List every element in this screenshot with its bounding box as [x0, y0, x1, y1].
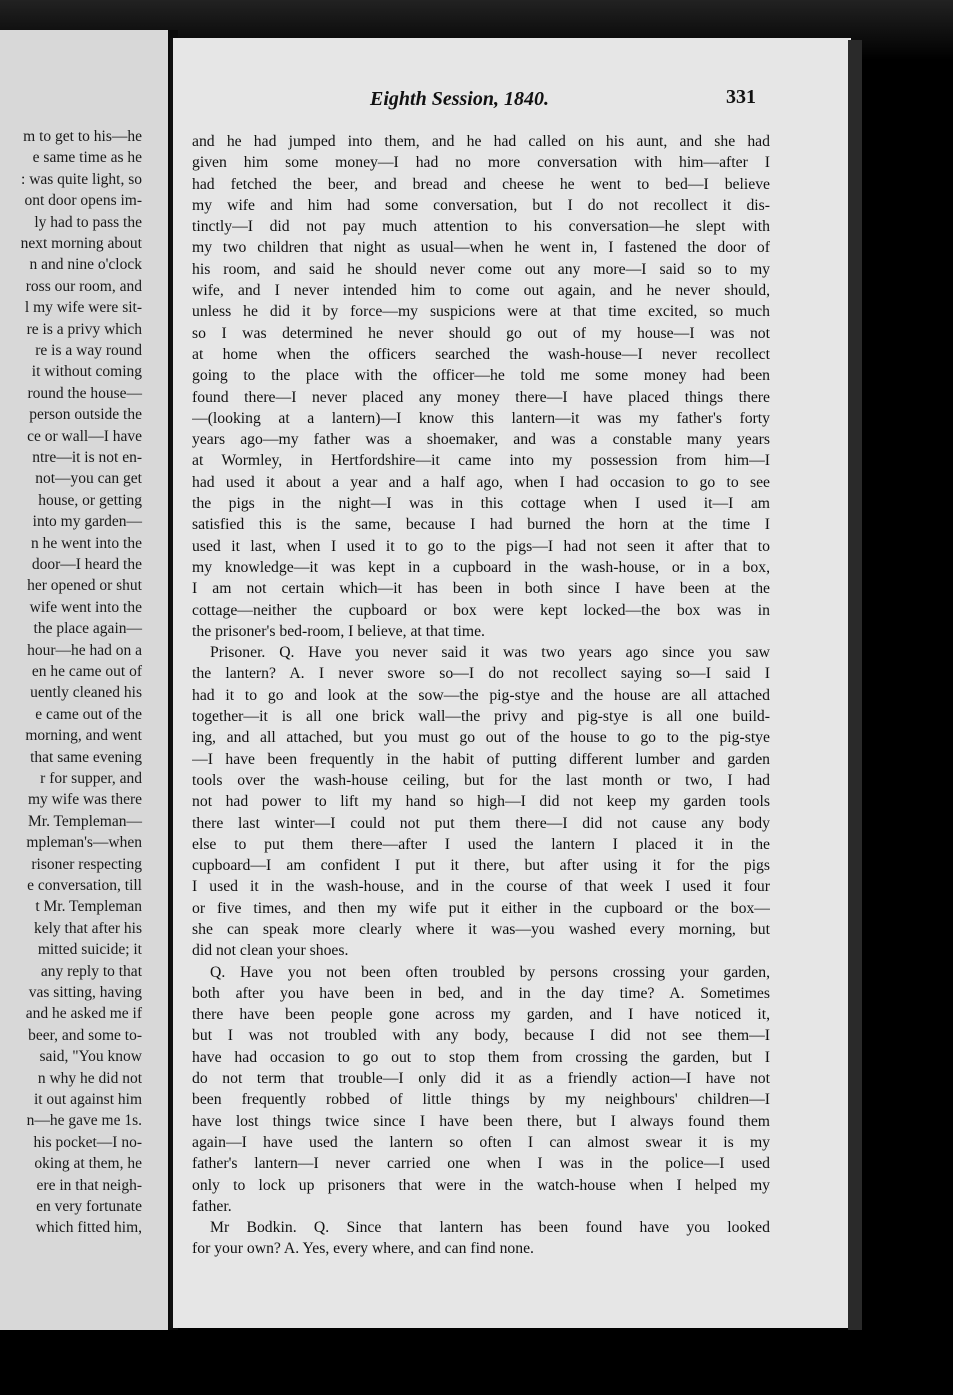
- body-line: satisfied this is the same, because I had burned the horn at the time I: [192, 516, 770, 534]
- left-column-line: kely that after his: [33, 919, 142, 937]
- left-column-line: mpleman's—when: [26, 834, 142, 852]
- left-column-line: ce or wall—I have: [27, 427, 142, 445]
- body-line: my wife and him had some conversation, but I do not recollect it dis-: [192, 196, 770, 214]
- body-line: years ago—my father was a shoemaker, and was a constable many years: [192, 431, 770, 449]
- body-line: I used it in the wash-house, and in the course of that week I used it four: [192, 878, 770, 896]
- body-line: only to lock up prisoners that were in the watch-house when I helped my: [192, 1176, 770, 1194]
- body-line: ing, and all attached, but you must go out of the house to go to the pig-stye: [192, 729, 770, 747]
- body-line: Mr Bodkin. Q. Since that lantern has been found have you looked: [210, 1219, 770, 1237]
- left-column-line: e came out of the: [35, 705, 142, 723]
- body-line: found there—I never placed any money there—I have placed things there: [192, 388, 770, 406]
- body-line: at home when the officers searched the wash-house—I never recollect: [192, 345, 770, 363]
- body-line: Q. Have you not been often troubled by persons crossing your garden,: [210, 963, 770, 981]
- body-line: have lost things twice since I have been there, but I always found them: [192, 1112, 770, 1130]
- left-column-line: m to get to his—he: [23, 128, 142, 145]
- left-column-line: which fitted him,: [35, 1219, 142, 1237]
- body-line: but I was not troubled with any body, because I did not see them—I: [192, 1027, 770, 1045]
- body-line: going to the place with the officer—he told me some money had been: [192, 367, 770, 385]
- left-column-line: hour—he had on a: [27, 641, 142, 659]
- page-number: 331: [726, 86, 756, 108]
- body-line: do not term that trouble—I only did it as a friendly action—I have not: [192, 1070, 770, 1088]
- left-column-line: e same time as he: [32, 149, 142, 167]
- left-column-line: en very fortunate: [36, 1198, 142, 1215]
- left-column-line: en he came out of: [31, 663, 142, 680]
- left-column-line: re is a privy which: [26, 320, 142, 338]
- left-column-line: that same evening: [30, 748, 142, 766]
- body-line: both after you have been in bed, and in the day time? A. Sometimes: [192, 984, 770, 1002]
- body-line: had used it about a year and a half ago, when I had occasion to go to see: [192, 473, 770, 491]
- left-column-line: n and nine o'clock: [29, 256, 142, 274]
- left-column-line: r for supper, and: [40, 770, 142, 787]
- left-column-line: it without coming: [31, 363, 142, 381]
- body-line: did not clean your shoes.: [192, 942, 349, 960]
- body-line: I am not certain which—it has been in both since I have been at the: [192, 580, 770, 598]
- body-line: the lantern? A. I never swore so—I do not recollect saying so—I said I: [192, 665, 770, 683]
- left-column-line: oking at them, he: [34, 1155, 142, 1173]
- running-title: Eighth Session, 1840.: [370, 88, 549, 110]
- left-column-line: ont door opens im-: [24, 192, 142, 210]
- body-line: for your own? A. Yes, every where, and can find none.: [192, 1240, 534, 1258]
- body-line: my two children that night as usual—when he went in, I fastened the door of: [192, 239, 770, 257]
- body-line: there last winter—I could not put them there—I did not cause any body: [192, 814, 770, 832]
- body-line: at Wormley, in Hertfordshire—it came into my possession from him—I: [192, 452, 770, 470]
- body-line: the prisoner's bed-room, I believe, at that time.: [192, 622, 485, 640]
- left-column-line: n why he did not: [37, 1069, 142, 1087]
- body-line: cupboard—I am confident I put it there, but after using it for the pigs: [192, 857, 770, 875]
- left-page: [0, 30, 174, 1330]
- left-column-line: l my wife were sit-: [24, 299, 142, 317]
- body-line: have had occasion to go out to stop them from crossing the garden, but I: [192, 1048, 770, 1066]
- body-line: cottage—neither the cupboard or box were kept locked—the box was in: [192, 601, 770, 619]
- body-line: or five times, and then my wife put it either in the cupboard or the box—: [192, 899, 770, 917]
- left-column-line: into my garden—: [32, 513, 142, 531]
- body-line: —(looking at a lantern)—I know this lantern—it was my father's forty: [192, 409, 770, 427]
- body-line: had it to go and look at the sow—the pig-stye and the house are all attached: [192, 686, 770, 704]
- body-line: the pigs in the night—I was in this cottage when I used it—I am: [192, 495, 770, 513]
- left-column-line: wife went into the: [29, 598, 142, 616]
- body-line: —I have been frequently in the habit of putting different lumber and garden: [192, 750, 770, 768]
- left-column-line: person outside the: [29, 406, 142, 424]
- body-line: been frequently robbed of little things by my neighbours' children—I: [192, 1091, 770, 1109]
- body-line: not had power to lift my hand so high—I did not keep my garden tools: [192, 793, 770, 811]
- left-column-line: uently cleaned his: [30, 684, 142, 702]
- left-column-line: next morning about: [20, 235, 142, 252]
- body-line: again—I have used the lantern so often I can almost swear it is my: [192, 1133, 770, 1151]
- left-column-line: re is a way round: [35, 342, 142, 359]
- left-column-line: round the house—: [27, 384, 142, 402]
- left-column-line: ntre—it is not en-: [32, 449, 142, 466]
- left-column-line: said, "You know: [39, 1048, 142, 1066]
- left-column-line: it out against him: [33, 1091, 142, 1108]
- left-column-line: morning, and went: [25, 727, 142, 745]
- left-column-line: house, or getting: [38, 491, 142, 509]
- left-column-line: ere in that neigh-: [36, 1176, 142, 1194]
- body-line: his room, and said he should never come out any more—I said so to my: [192, 260, 770, 278]
- book-cover-edge: [848, 40, 862, 1330]
- body-line: wife, and I never intended him to come out again, and he never should,: [192, 282, 770, 300]
- left-column-line: any reply to that: [40, 962, 142, 980]
- body-line: so I was determined he never should go out of my house—I was not: [192, 324, 770, 342]
- body-line: Prisoner. Q. Have you never said it was two years ago since you saw: [210, 644, 770, 662]
- body-line: had fetched the beer, and bread and cheese he went to bed—I believe: [192, 175, 770, 193]
- left-column-line: her opened or shut: [27, 577, 142, 595]
- body-line: tinctly—I did not pay much attention to his conversation—he slept with: [192, 218, 770, 236]
- body-line: father.: [192, 1197, 232, 1215]
- left-column-line: n he went into the: [30, 534, 142, 552]
- body-line: used it last, when I used it to go to the pigs—I had not seen it after that to: [192, 537, 770, 555]
- left-column-line: vas sitting, having: [28, 984, 142, 1001]
- left-column-line: ly had to pass the: [34, 213, 142, 231]
- left-column-line: beer, and some to-: [28, 1026, 142, 1044]
- left-column-line: Mr. Templeman—: [27, 812, 142, 830]
- body-line: tools over the wash-house ceiling, but for the last month or two, I had: [192, 771, 770, 789]
- body-line: there have been people gone across my garden, and I have noticed it,: [192, 1006, 770, 1024]
- body-line: and he had jumped into them, and he had called on his aunt, and she had: [192, 133, 770, 150]
- left-column-line: risoner respecting: [31, 855, 142, 873]
- body-line: else to put them there—after I used the lantern I placed it in the: [192, 835, 770, 853]
- body-line: unless he did it by force—my suspicions were at that time excited, so much: [192, 303, 770, 321]
- left-column-line: his pocket—I no-: [33, 1133, 142, 1151]
- left-column-line: not—you can get: [35, 470, 142, 488]
- left-column-line: the place again—: [33, 620, 142, 638]
- left-column-line: and he asked me if: [25, 1005, 142, 1023]
- page-body: [192, 131, 770, 1260]
- left-column-line: door—I heard the: [31, 556, 142, 573]
- left-column-line: n—he gave me 1s.: [26, 1112, 142, 1130]
- left-column-line: ross our room, and: [25, 277, 142, 295]
- left-column-line: my wife was there: [27, 791, 142, 809]
- left-column-line: : was quite light, so: [21, 170, 142, 188]
- body-line: my knowledge—it was kept in a cupboard in the wash-house, or in a box,: [192, 558, 770, 576]
- body-line: given him some money—I had no more conversation with him—after I: [192, 154, 770, 172]
- body-line: together—it is all one brick wall—the privy and pig-stye is all one build-: [192, 708, 770, 726]
- left-column-line: mitted suicide; it: [37, 941, 142, 959]
- body-line: she can speak more clearly where it was—you washed every morning, but: [192, 920, 770, 938]
- left-column-line: e conversation, till: [27, 877, 142, 894]
- left-column-line: t Mr. Templeman: [35, 898, 142, 916]
- body-line: father's lantern—I never carried one when I was in the police—I used: [192, 1155, 770, 1173]
